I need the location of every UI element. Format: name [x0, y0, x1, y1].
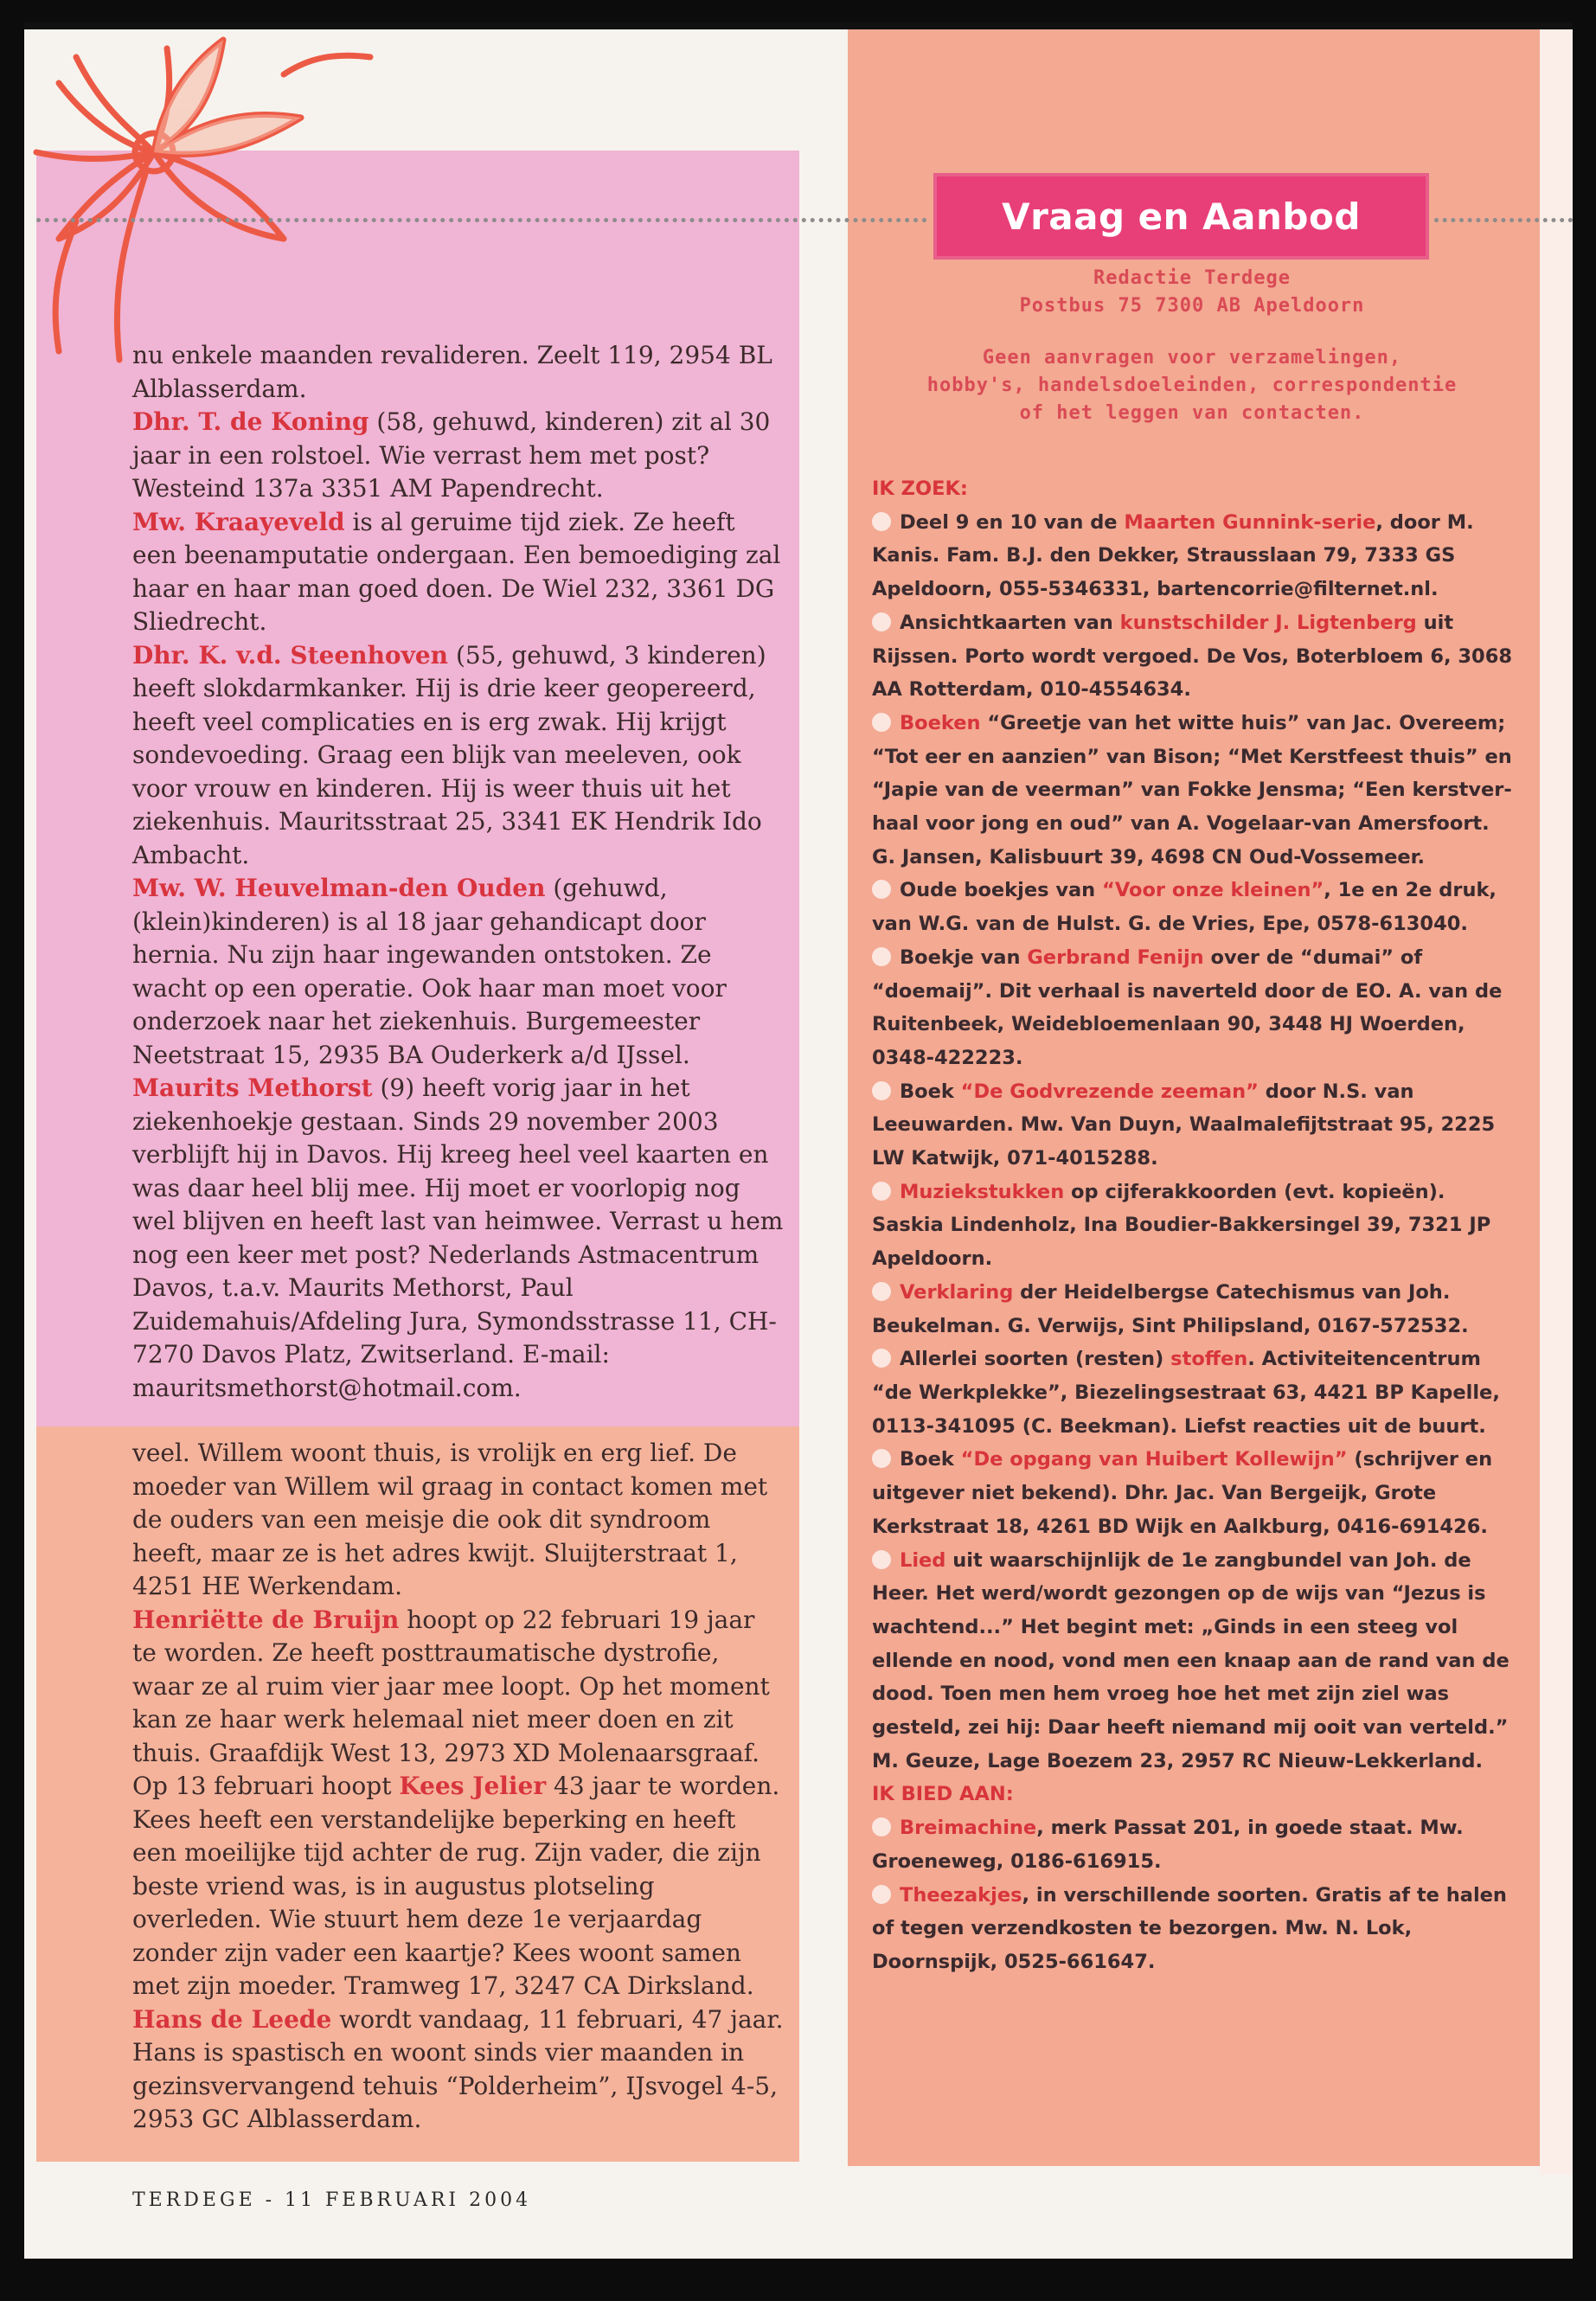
- zoek-label: IK ZOEK:: [872, 478, 968, 500]
- listing-item: [872, 1075, 1516, 1176]
- entry: Op 13 februari hoopt Kees Jelier 43 jaar te worden. Kees heeft een verstandelijke beperking en heeft een moeilijke tijd achter de rug. Zijn vader, die zijn beste vriend was, is in augustus plotseling overleden. Wie stuurt hem deze 1e verjaardag zonder zijn vader een kaartje? Kees woont samen met zijn moeder. Tramweg 17, 3247 CA Dirksland.: [132, 1772, 780, 2000]
- listing-item: [872, 1443, 1516, 1543]
- page-footer: TERDEGE - 11 FEBRUARI 2004: [132, 2189, 532, 2211]
- bied-label: IK BIED AAN:: [872, 1783, 1014, 1806]
- listing-highlight: Breimachine: [900, 1817, 1037, 1840]
- listing-highlight: Gerbrand Fenijn: [1027, 945, 1204, 969]
- bullet-dot-icon: [872, 1449, 891, 1468]
- listing-text: op cijferakkoorden (evt. kopieën). Saskia Lindenholz, Ina Boudier-Bakkersingel 39, 7321 JP Apeldoorn.: [872, 1180, 1491, 1271]
- entry: Mw. W. Heuvelman-den Ouden (gehuwd, (klein)kinderen) is al 18 jaar gehandicapt door hernia. Nu zijn haar ingewanden ontstoken. Ze wacht op een operatie. Ook haar man moet voor onderzoek naar het ziekenhuis. Burgemeester Neetstraat 15, 2935 BA Ouderkerk a/d IJssel.: [132, 874, 727, 1069]
- listing-text: door N.S. van Leeuwarden. Mw. Van Duyn, Waalmalefijtstraat 95, 2225 LW Katwijk, 071-4015288.: [872, 1080, 1496, 1170]
- listing-highlight: Muziekstukken: [900, 1180, 1065, 1203]
- listing-item: [872, 1343, 1516, 1443]
- bullet-dot-icon: [872, 512, 891, 531]
- listing-text: Boek: [900, 1080, 961, 1103]
- magazine-page: [24, 22, 1573, 2259]
- listing-text: Boek: [900, 1448, 961, 1471]
- listing-text: Allerlei soorten (resten): [900, 1348, 1171, 1371]
- listing-text: over de “dumai” of “doemaij”. Dit verhaal is naverteld door de EO. A. van de Ruitenbeek, Weidebloemenlaan 90, 3448 HJ Woerden, 0348-422223.: [872, 945, 1503, 1069]
- entry: Hans de Leede wordt vandaag, 11 februari, 47 jaar. Hans is spastisch en woont sinds vier maanden in gezinsvervangend tehuis “Polderheim”, IJsvogel 4-5, 2953 GC Alblasserdam.: [132, 2004, 784, 2133]
- listing-text: Boekje van: [900, 945, 1028, 969]
- entry: veel. Willem woont thuis, is vrolijk en erg lief. De moeder van Willem wil graag in contact komen met de ouders van een meisje die ook dit syndroom heeft, maar ze is het adres kwijt. Sluijterstraat 1, 4251 HE Werkendam.: [132, 1439, 768, 1600]
- listing-text: uit waarschijnlijk de 1e zangbundel van Joh. de Heer. Het werd/wordt gezongen op de wijs van “Jezus is wachtend...” Het begint met: „Ginds in een steeg vol ellende en nood, vond men een knaap aan de rand van de dood. Toen men hem vroeg hoe het met zijn ziel was gesteld, zei hij: Daar heeft niemand mij ooit van verteld.” M. Geuze, Lage Boezem 23, 2957 RC Nieuw-Lekkerland.: [872, 1548, 1509, 1772]
- notice-line: of het leggen van contacten.: [1019, 402, 1365, 424]
- listing-text: . Activiteitencentrum “de Werkplekke”, Biezelingsestraat 63, 4421 BP Kapelle, 0113-341095 (C. Beekman). Liefst reacties uit de buurt.: [872, 1348, 1500, 1438]
- bullet-dot-icon: [872, 880, 891, 899]
- listing-highlight: “De opgang van Huibert Kollewijn”: [960, 1448, 1348, 1471]
- bullet-dot-icon: [872, 1081, 891, 1100]
- listing-highlight: Maarten Gunnink-serie: [1124, 510, 1376, 534]
- listing-highlight: Theezakjes: [900, 1883, 1022, 1907]
- listing-text: , in verschillende soorten. Gratis af te halen of tegen verzendkosten te bezorgen. Mw. N. Lok, Doornspijk, 0525-661647.: [872, 1883, 1507, 1973]
- redactie-address: [863, 265, 1521, 320]
- notice-line: hobby's, handelsdoeleinden, correspondentie: [926, 375, 1458, 396]
- listing-item: [872, 941, 1516, 1075]
- listing-text: , merk Passat 201, in goede staat. Mw. Groeneweg, 0186-616915.: [872, 1817, 1464, 1873]
- listing-highlight: Boeken: [900, 711, 981, 734]
- bullet-dot-icon: [872, 713, 891, 732]
- listing-text: , door M. Kanis. Fam. B.J. den Dekker, Strausslaan 79, 7333 GS Apeldoorn, 055-5346331, bartencorrie@filternet.nl.: [872, 510, 1474, 601]
- listing-text: Ansichtkaarten van: [900, 611, 1120, 634]
- bullet-dot-icon: [872, 1817, 891, 1836]
- redactie-line: Postbus 75 7300 AB Apeldoorn: [1019, 295, 1365, 317]
- entry: Dhr. K. v.d. Steenhoven (55, gehuwd, 3 kinderen) heeft slokdarmkanker. Hij is drie keer geopereerd, heeft veel complicaties en is erg zwak. Hij krijgt sondevoeding. Graag een blijk van meeleven, ook voor vrouw en kinderen. Hij is weer thuis uit het ziekenhuis. Mauritsstraat 25, 3341 EK Hendrik Ido Ambacht.: [132, 640, 766, 869]
- notice-line: Geen aanvragen voor verzamelingen,: [982, 347, 1402, 369]
- dotted-rule-right: [1434, 218, 1573, 222]
- listing-item: [872, 1276, 1516, 1343]
- listing-item: [872, 1879, 1516, 1979]
- listing-item: [872, 1176, 1516, 1276]
- dotted-rule-left: [36, 218, 927, 222]
- entry: Henriëtte de Bruijn hoopt op 22 februari 19 jaar te worden. Ze heeft posttraumatische dystrofie, waar ze al ruim vier jaar mee loopt. Op het moment kan ze haar werk helemaal niet meer doen en zit thuis. Graafdijk West 13, 2973 XD Molenaarsgraaf.: [132, 1605, 770, 1767]
- listing-highlight: kunstschilder J. Ligtenberg: [1119, 611, 1417, 634]
- listing-item: [872, 1811, 1516, 1878]
- listing-highlight: “Voor onze kleinen”: [1102, 879, 1324, 902]
- bullet-dot-icon: [872, 1182, 891, 1201]
- listing-item: [872, 707, 1516, 875]
- bullet-dot-icon: [872, 947, 891, 966]
- right-page-margin: [1540, 29, 1573, 2175]
- listing-text: (schrijver en uitgever niet bekend). Dhr. Jac. Van Bergeijk, Grote Kerkstraat 18, 4261 BD Wijk en Aalkburg, 0416-691426.: [872, 1448, 1493, 1538]
- listing-item: [872, 1544, 1516, 1779]
- right-column: [872, 472, 1516, 1979]
- listing-item: [872, 606, 1516, 707]
- entry: nu enkele maanden revalideren. Zeelt 119, 2954 BL Alblasserdam.: [132, 341, 772, 403]
- listing-text: “Greetje van het witte huis” van Jac. Overeem; “Tot eer en aanzien” van Bison; “Met Kerstfeest thuis” en “Japie van de veerman” van Fokke Jensma; “Een kerstver-haal voor jong en oud” van A. Vogelaar-van Amersfoort. G. Jansen, Kalisbuurt 39, 4698 CN Oud-Vossemeer.: [872, 711, 1512, 868]
- listing-highlight: Lied: [900, 1548, 946, 1572]
- bied-list: [872, 1811, 1516, 1979]
- bullet-dot-icon: [872, 1282, 891, 1301]
- bullet-dot-icon: [872, 1550, 891, 1569]
- listing-text: , 1e en 2e druk, van W.G. van de Hulst. G. de Vries, Epe, 0578-613040.: [872, 879, 1497, 936]
- listing-highlight: stoffen: [1170, 1348, 1248, 1371]
- section-banner: Vraag en Aanbod: [937, 176, 1426, 256]
- listing-text: Oude boekjes van: [900, 879, 1103, 902]
- listing-text: Deel 9 en 10 van de: [900, 510, 1125, 534]
- listing-highlight: “De Godvrezende zeeman”: [960, 1080, 1259, 1103]
- listing-text: der Heidelbergse Catechismus van Joh. Beukelman. G. Verwijs, Sint Philipsland, 0167-572532.: [872, 1280, 1469, 1337]
- listing-item: [872, 506, 1516, 606]
- left-column-top: [132, 339, 785, 1405]
- listing-item: [872, 874, 1516, 940]
- bullet-dot-icon: [872, 1349, 891, 1368]
- bullet-dot-icon: [872, 1885, 891, 1904]
- entry: Mw. Kraayeveld is al geruime tijd ziek. Ze heeft een beenamputatie ondergaan. Een bemoediging zal haar en haar man goed doen. De Wiel 232, 3361 DG Sliedrecht.: [132, 507, 781, 636]
- listing-highlight: Verklaring: [900, 1280, 1014, 1304]
- left-column-bottom: [132, 1437, 785, 2137]
- entry: Dhr. T. de Koning (58, gehuwd, kinderen) zit al 30 jaar in een rolstoel. Wie verrast hem met post? Westeind 137a 3351 AM Papendrecht.: [132, 407, 771, 503]
- zoek-list: [872, 506, 1516, 1779]
- notice: [863, 344, 1521, 427]
- bullet-dot-icon: [872, 612, 891, 631]
- redactie-line: Redactie Terdege: [1093, 267, 1291, 289]
- listing-text: uit Rijssen. Porto wordt vergoed. De Vos, Boterbloem 6, 3068 AA Rotterdam, 010-4554634.: [872, 611, 1513, 702]
- entry: Maurits Methorst (9) heeft vorig jaar in het ziekenhoekje gestaan. Sinds 29 november 2003 verblijft hij in Davos. Hij kreeg heel veel kaarten en was daar heel blij mee. Hij moet er voorlopig nog wel blijven en heeft last van heimwee. Verrast u hem nog een keer met post? Nederlands Astmacentrum Davos, t.a.v. Maurits Methorst, Paul Zuidemahuis/Afdeling Jura, Symondsstrasse 11, CH-7270 Davos Platz, Zwitserland. E-mail: mauritsmethorst@hotmail.com.: [132, 1074, 784, 1402]
